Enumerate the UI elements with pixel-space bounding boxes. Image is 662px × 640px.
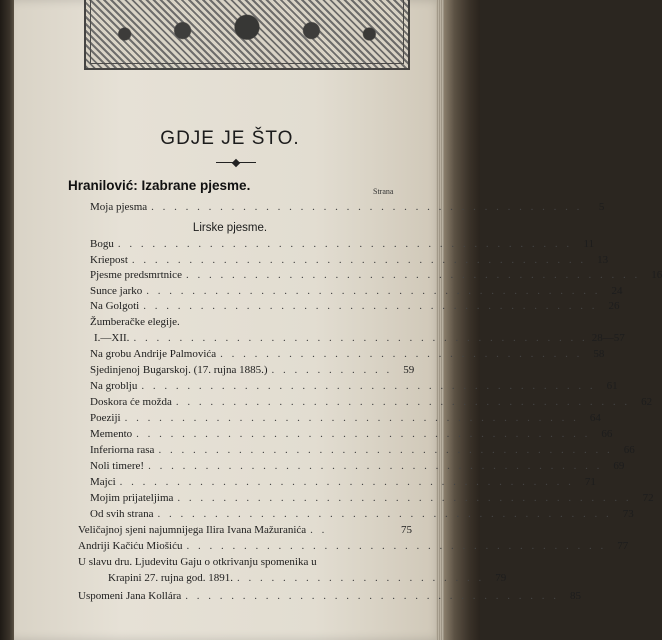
toc-entry: [90, 316, 404, 332]
toc-entry: [90, 380, 618, 396]
toc-entry: [90, 348, 605, 364]
toc-entry-page: 71: [584, 476, 596, 488]
toc-entry-page: 13: [597, 254, 609, 266]
toc-entry-page: 26: [608, 300, 620, 312]
toc-entry-title: Doskora će možda: [90, 396, 172, 408]
toc-entry: [90, 412, 601, 428]
leader-dots: . . . . . . . . . . . . . . . . . . . . . . . . . . . . . . . . . . . . . . . .: [143, 300, 598, 312]
toc-entry: [90, 238, 595, 254]
toc-entry: [78, 540, 629, 556]
toc-entry: [90, 396, 653, 412]
leader-dots: . . . . . . . . . . . . . . . . . . . . . . . . . . . . . . . . . . . . . . . .: [175, 396, 631, 408]
leader-dots: . . . . . . . . . . . . . . . . . . . . . . . . . . . . . . . . . . . . . . . .: [157, 508, 612, 520]
toc-entry-title: Krapini 27. rujna god. 1891.: [108, 572, 233, 584]
toc-entry-page: 11: [583, 238, 595, 250]
title-divider-ornament: [216, 160, 256, 166]
leader-dots: . . . . . . . . . . . . . . . . . . . . . . . . . . . . . . . . . . . . . .: [151, 201, 583, 213]
leader-dots: . . . . . . . . . . . . . . . . . . . . . . . . . . . . . . . . . . . . . . . .: [177, 492, 632, 504]
toc-entry-page: 73: [622, 508, 634, 520]
toc-entry-page: 69: [613, 460, 625, 472]
leader-dots: . . . . . . . . . . . . . . . . . . . . . . . . . . . . . . . . . . . . . . . .: [119, 476, 574, 488]
toc-entry-title: I.—XII.: [94, 332, 130, 344]
toc-entry-page: 66: [623, 444, 635, 456]
toc-entry: [90, 364, 415, 380]
toc-entry: [78, 556, 418, 572]
toc-entry-title: Majci: [90, 476, 116, 488]
leader-dots: . . . . . . . . . . . . . . . . . . . . . . . . . . . . . . . . . . . . . . . .: [141, 380, 596, 392]
leader-dots: . . . . . . . . . . . . . . . . . . . . . . . . . . . . . . . . . . . . . . . .: [117, 238, 573, 250]
toc-entry-title: Mojim prijateljima: [90, 492, 174, 504]
leader-dots: . . . . . . . . . . . . . . . . . . . . . . . . . . . . . . . . . . . . . . . .: [131, 254, 587, 266]
toc-entry: [90, 492, 654, 508]
toc-entry-title: Od svih strana: [90, 508, 154, 520]
toc-entry: [90, 254, 609, 270]
toc-entry-page: 79: [495, 572, 507, 584]
toc-entry-title: Moja pjesma: [90, 201, 148, 213]
leader-dots: . .: [310, 524, 328, 536]
ornament-border: [90, 0, 404, 64]
toc-entry: [78, 524, 412, 540]
page-title: GDJE JE ŠTO.: [160, 128, 300, 149]
toc-entry: [90, 428, 613, 444]
toc-entry-page: 66: [601, 428, 613, 440]
toc-entry-title: Uspomeni Jana Kollára: [78, 590, 182, 602]
toc-entry-page: 61: [606, 380, 618, 392]
toc-entry-title: Memento: [90, 428, 133, 440]
page-column-header: Strana: [373, 187, 394, 196]
leader-dots: . . . . . . . . . . . . . . . . . . . . . .: [236, 572, 485, 584]
toc-entry-title: Sunce jarko: [90, 285, 143, 297]
toc-entry-page: 16: [651, 269, 662, 281]
toc-entry: [90, 269, 662, 285]
toc-entry-title: Na Golgoti: [90, 300, 140, 312]
toc-entry: [90, 300, 620, 316]
leader-dots: . . . . . . . . . . . . . . . . . . . . . . . . . . . . . . . . . . . . . . . .: [158, 444, 613, 456]
toc-entry: [94, 332, 625, 348]
toc-entry: [90, 444, 635, 460]
toc-entry-title: Veličajnoj sjeni najumnijega Ilira Ivana Mažuranića: [78, 524, 307, 536]
toc-entry-page: 85: [570, 590, 581, 602]
leader-dots: . . . . . . . . . . . . . . . . . . . . . . . . . . . . . . . . . . . . . . . .: [133, 332, 588, 344]
toc-entry-title: Žumberačke elegije.: [90, 316, 180, 328]
toc-entry-title: Noli timere!: [90, 460, 145, 472]
toc-entry-page: 64: [589, 412, 601, 424]
leader-dots: . . . . . . . . . . . . . . . . . . . . . . . . . . . . . . . . . . . . . . . .: [185, 269, 641, 281]
toc-entry-page: 58: [593, 348, 605, 360]
toc-entry-page: 28—57: [591, 332, 625, 344]
toc-entry-title: Kriepost: [90, 254, 128, 266]
toc-entry-title: Inferiorna rasa: [90, 444, 155, 456]
leader-dots: . . . . . . . . . . . . . . . . . . . . . . . . . . . . . . . . . . . . . . . .: [136, 428, 591, 440]
toc-entry-page: 5: [598, 201, 605, 213]
toc-entry-title: Andriji Kačiću Miošiću: [78, 540, 183, 552]
leader-dots: . . . . . . . . . . . . . . . . . . . . . . . . . . . . . . . . . . . . . . . .: [148, 460, 603, 472]
toc-entry-title: Poeziji: [90, 412, 121, 424]
toc-entry: [90, 460, 625, 476]
leader-dots: . . . . . . . . . . . . . . . . . . . . . . . . . . . . . . . . .: [185, 590, 559, 602]
toc-entry-title: U slavu dru. Ljudevitu Gaju o otkrivanju spomenika u: [78, 556, 317, 568]
toc-entry: [90, 508, 634, 524]
leader-dots: . . . . . . . . . . . . . . . . . . . . . . . . . . . . . . . . . . . . . . . .: [124, 412, 579, 424]
section-author-heading: Hranilović: Izabrane pjesme.: [68, 178, 251, 193]
toc-entry: [90, 476, 596, 492]
toc-entry-title: Bogu: [90, 238, 114, 250]
toc-entry: [90, 201, 605, 217]
toc-entry-page: 77: [617, 540, 629, 552]
leader-dots: . . . . . . . . . . . . . . . . . . . . . . . . . . . . . . . . . . . . . . . .: [146, 285, 601, 297]
toc-entry-page: 75: [401, 524, 412, 536]
leader-dots: . . . . . . . . . . . . . . . . . . . . . . . . . . . . . . . .: [220, 348, 583, 360]
toc-entry-page: 59: [403, 364, 415, 376]
toc-entry-title: Na grobu Andrije Palmovića: [90, 348, 217, 360]
toc-entry-page: 72: [642, 492, 654, 504]
leader-dots: . . . . . . . . . . . . . . . . . . . . . . . . . . . . . . . . . . . . .: [186, 540, 607, 552]
toc-entry-title: Pjesme predsmrtnice: [90, 269, 182, 281]
toc-entry: [90, 285, 623, 301]
toc-entry-page: 24: [611, 285, 623, 297]
toc-entry-page: 62: [641, 396, 653, 408]
toc-entry: [108, 572, 507, 588]
toc-entry-title: Sjedinjenoj Bugarskoj. (17. rujna 1885.): [90, 364, 268, 376]
subsection-heading: Lirske pjesme.: [192, 222, 268, 234]
decorative-header-ornament: [84, 0, 410, 70]
toc-entry-title: Na groblju: [90, 380, 138, 392]
toc-entry: [78, 590, 581, 606]
leader-dots: . . . . . . . . . . .: [271, 364, 393, 376]
